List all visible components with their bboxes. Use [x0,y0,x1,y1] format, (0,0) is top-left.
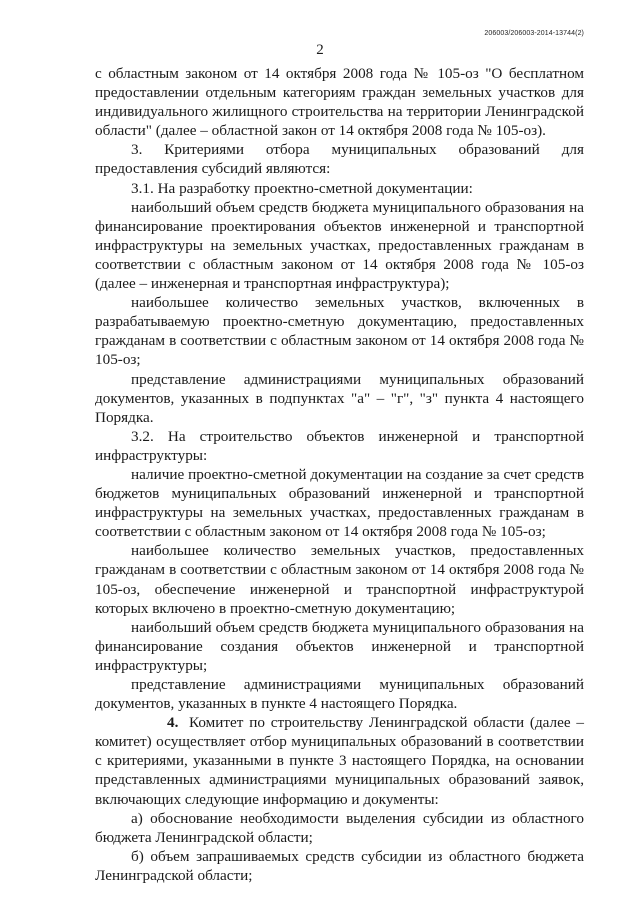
paragraph-3-2-criterion-documents: представление администрациями муниципальных образований документов, указанных в пункте 4 настоящего Порядка. [95,676,584,713]
paragraph-3-2-criterion-design: наличие проектно-сметной документации на создание за счет средств бюджетов муниципальных образований инженерной и транспортной инфраструктуры на земельных участках, предоставленных гражданам в соответствии с областным законом от 14 октября 2008 года № 105-оз; [95,465,584,541]
list-item-a: а) обоснование необходимости выделения субсидии из областного бюджета Ленинградской области; [95,809,584,846]
section-4-number: 4. [167,714,179,732]
list-item-b: б) объем запрашиваемых средств субсидии из областного бюджета Ленинградской области; [95,847,584,884]
document-id: 206003/206003-2014-13744(2) [484,30,584,37]
document-body [95,64,584,885]
paragraph-law-reference: с областным законом от 14 октября 2008 года № 105-оз "О бесплатном предоставлении отдельным категориям граждан земельных участков для индивидуального жилищного строительства на территории Ленинградской области" (далее – областной закон от 14 октября 2008 года № 105-оз). [95,65,584,140]
page-number: 2 [316,42,324,58]
paragraph-3-1-criterion-documents: представление администрациями муниципальных образований документов, указанных в подпунктах "а" – "г", "з" пункта 4 настоящего Порядка. [95,370,584,426]
section-4-text: Комитет по строительству Ленинградской области (далее – комитет) осуществляет отбор муниципальных образований в соответствии с критериями, указанными в пункте 3 настоящего Порядка, на основании представленных администрациями муниципальных образований заявок, включающих следующие информацию и документы: [95,714,584,808]
paragraph-3-1-criterion-budget: наибольший объем средств бюджета муниципального образования на финансирование проектирования объектов инженерной и транспортной инфраструктуры на земельных участках, предоставленных гражданам в соответствии с областным законом от 14 октября 2008 года № 105-оз (далее – инженерная и транспортная инфраструктура); [95,198,584,293]
paragraph-section-4 [95,713,584,808]
paragraph-3-2-criterion-budget: наибольший объем средств бюджета муниципального образования на финансирование создания объектов инженерной и транспортной инфраструктуры; [95,618,584,674]
paragraph-3-1-heading: 3.1. На разработку проектно-сметной документации: [131,179,473,197]
paragraph-3-1-criterion-plots: наибольшее количество земельных участков, включенных в разрабатываемую проектно-сметную документацию, предоставленных гражданам в соответствии с областным законом от 14 октября 2008 года № 105-оз; [95,294,584,369]
paragraph-3-2-criterion-plots: наибольшее количество земельных участков, предоставленных гражданам в соответствии с областным законом от 14 октября 2008 года № 105-оз, обеспечение инженерной и транспортной инфраструктурой которых включено в проектно-сметную документацию; [95,542,584,617]
paragraph-3-2-heading: 3.2. На строительство объектов инженерной и транспортной инфраструктуры: [95,427,584,464]
paragraph-criteria-intro: 3. Критериями отбора муниципальных образований для предоставления субсидий являются: [95,141,584,178]
